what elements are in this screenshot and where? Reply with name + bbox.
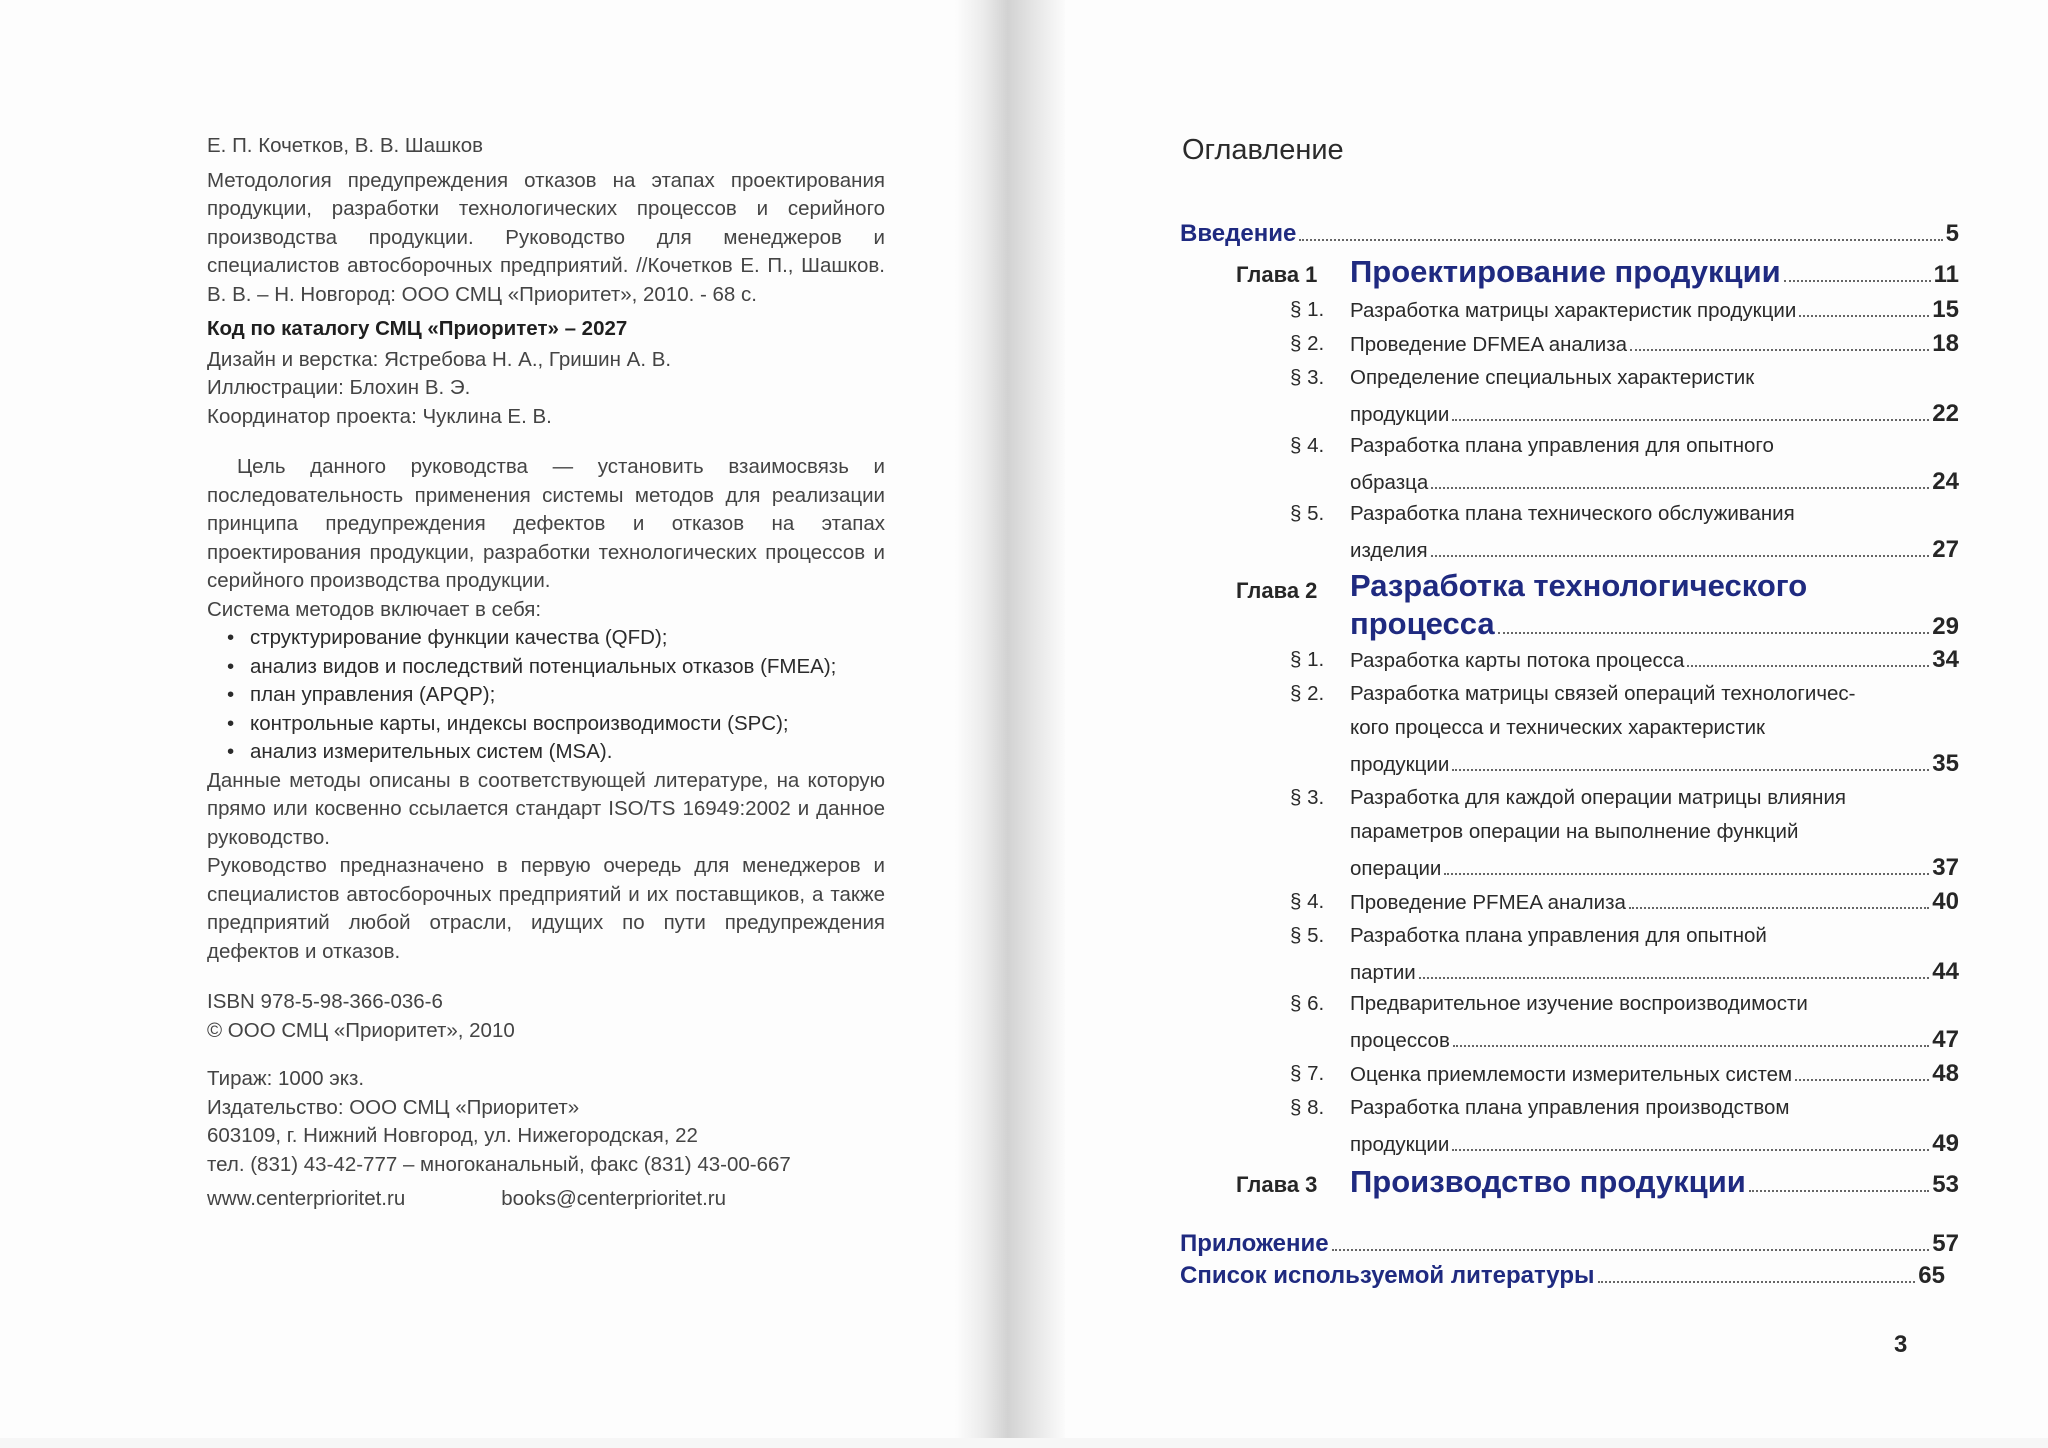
toc-ch1-s2[interactable] bbox=[1350, 330, 1959, 358]
dot-leader bbox=[1598, 1281, 1916, 1283]
section-title-continued: продукции bbox=[1350, 1133, 1450, 1156]
toc-page-number: 24 bbox=[1932, 468, 1959, 495]
list-item: • структурирование функции качества (QFD); bbox=[207, 624, 885, 653]
section-title: Разработка матрицы характеристик продукции bbox=[1350, 299, 1797, 322]
page-bottom-edge bbox=[0, 1438, 2048, 1448]
book-gutter bbox=[955, 0, 1065, 1448]
methods-list bbox=[207, 624, 885, 767]
dot-leader bbox=[1498, 632, 1930, 634]
toc-page-number: 37 bbox=[1932, 854, 1959, 881]
chapter-2-title: Разработка технологического bbox=[1350, 568, 1808, 603]
audience-paragraph: Руководство предназначено в первую очередь для менеджеров и специалистов автосборочных предприятий и их поставщиков, а также предприятий любой отрасли, идущих по пути предупреждения дефектов и отказов. bbox=[207, 854, 885, 963]
toc-references-label: Список используемой литературы bbox=[1180, 1262, 1595, 1289]
dot-leader bbox=[1419, 977, 1930, 979]
toc-references[interactable] bbox=[1180, 1262, 1945, 1290]
toc-page-number: 5 bbox=[1945, 220, 1959, 247]
toc-page-number: 27 bbox=[1932, 536, 1959, 563]
list-item: • контрольные карты, индексы воспроизводимости (SPC); bbox=[207, 710, 885, 739]
section-title: Разработка плана управления для опытной bbox=[1350, 924, 1767, 947]
section-title: Предварительное изучение воспроизводимости bbox=[1350, 992, 1808, 1015]
section-title-continued: образца bbox=[1350, 471, 1429, 494]
section-title-continued: партии bbox=[1350, 961, 1416, 984]
toc-page-number: 35 bbox=[1932, 750, 1959, 777]
toc-page-number: 65 bbox=[1918, 1262, 1945, 1289]
section-title: Определение специальных характеристик bbox=[1350, 366, 1755, 389]
section-title: Разработка карты потока процесса bbox=[1350, 649, 1685, 672]
dot-leader bbox=[1444, 873, 1929, 875]
list-item: • анализ измерительных систем (MSA). bbox=[207, 738, 885, 767]
section-title: Разработка плана управления производством bbox=[1350, 1096, 1790, 1119]
toc-ch2-s1[interactable] bbox=[1350, 646, 1959, 674]
section-number: § 1. bbox=[1290, 648, 1325, 671]
toc-chapter-1[interactable] bbox=[1350, 254, 1959, 290]
toc-ch2-s8[interactable] bbox=[1350, 1130, 1959, 1158]
list-item: • анализ видов и последствий потенциальных отказов (FMEA); bbox=[207, 653, 885, 682]
section-title-continued: кого процесса и технических характеристик bbox=[1350, 716, 1766, 739]
section-number: § 7. bbox=[1290, 1062, 1325, 1085]
page-number: 3 bbox=[1894, 1331, 1908, 1358]
toc-page-number: 53 bbox=[1932, 1171, 1959, 1198]
toc-ch1-s3[interactable] bbox=[1350, 400, 1959, 428]
dot-leader bbox=[1749, 1190, 1929, 1192]
email-link[interactable]: books@centerprioritet.ru bbox=[501, 1187, 727, 1210]
toc-chapter-2[interactable] bbox=[1350, 606, 1959, 642]
list-item: • план управления (APQP); bbox=[207, 681, 885, 710]
dot-leader bbox=[1799, 315, 1929, 317]
chapter-1-title: Проектирование продукции bbox=[1350, 254, 1781, 289]
toc-page-number: 34 bbox=[1932, 646, 1959, 673]
chapter-3-title: Производство продукции bbox=[1350, 1164, 1746, 1199]
copyright: © ООО СМЦ «Приоритет», 2010 bbox=[207, 1018, 515, 1042]
toc-page-number: 47 bbox=[1932, 1026, 1959, 1053]
goal-paragraph: Цель данного руководства — установить взаимосвязь и последовательность применения системы методов для реализации принципа предупреждения дефектов и отказов на этапах проектирования продукции, разработки технологических процессов и серийного производства продукции. bbox=[207, 455, 885, 592]
toc-page-number: 15 bbox=[1932, 296, 1959, 323]
dot-leader bbox=[1431, 555, 1930, 557]
contacts bbox=[207, 1185, 885, 1214]
dot-leader bbox=[1629, 907, 1929, 909]
toc-ch2-s2[interactable] bbox=[1350, 750, 1959, 778]
section-title: Разработка матрицы связей операций технологичес- bbox=[1350, 682, 1856, 705]
section-title-continued: параметров операции на выполнение функций bbox=[1350, 820, 1799, 843]
literature-paragraph: Данные методы описаны в соответствующей литературе, на которую прямо или косвенно ссылается стандарт ISO/TS 16949:2002 и данное руководство. bbox=[207, 768, 885, 849]
section-title: Разработка плана управления для опытного bbox=[1350, 434, 1774, 457]
isbn: ISBN 978-5-98-366-036-6 bbox=[207, 990, 443, 1013]
section-number: § 3. bbox=[1290, 366, 1325, 389]
toc-ch2-s6[interactable] bbox=[1350, 1026, 1959, 1054]
toc-chapter-3[interactable] bbox=[1350, 1164, 1959, 1200]
methods-intro: Система методов включает в себя: bbox=[207, 597, 542, 621]
illustrations-credit: Иллюстрации: Блохин В. Э. bbox=[207, 376, 471, 399]
dot-leader bbox=[1687, 665, 1929, 667]
website-link[interactable]: www.centerprioritet.ru bbox=[207, 1187, 406, 1210]
circulation: Тираж: 1000 экз. bbox=[207, 1067, 365, 1090]
design-credit: Дизайн и верстка: Ястребова Н. А., Гришин А. В. bbox=[207, 347, 672, 371]
section-number: § 3. bbox=[1290, 786, 1325, 809]
section-number: § 6. bbox=[1290, 992, 1325, 1015]
toc-title: Оглавление bbox=[1182, 134, 1344, 166]
section-number: § 8. bbox=[1290, 1096, 1325, 1119]
section-number: § 5. bbox=[1290, 924, 1325, 947]
dot-leader bbox=[1299, 239, 1942, 241]
section-title: Разработка плана технического обслуживания bbox=[1350, 502, 1795, 525]
section-title-continued: продукции bbox=[1350, 753, 1450, 776]
chapter-3-label: Глава 3 bbox=[1236, 1172, 1318, 1197]
section-title-continued: процессов bbox=[1350, 1029, 1450, 1052]
toc-ch1-s4[interactable] bbox=[1350, 468, 1959, 496]
chapter-1-label: Глава 1 bbox=[1236, 262, 1318, 287]
toc-page-number: 18 bbox=[1932, 330, 1959, 357]
toc-page-number: 22 bbox=[1932, 400, 1959, 427]
section-title: Разработка для каждой операции матрицы влияния bbox=[1350, 786, 1847, 809]
left-page bbox=[207, 132, 885, 1214]
publisher: Издательство: ООО СМЦ «Приоритет» bbox=[207, 1095, 580, 1119]
authors: Е. П. Кочетков, В. В. Шашков bbox=[207, 134, 484, 157]
section-title-continued: продукции bbox=[1350, 403, 1450, 426]
section-number: § 2. bbox=[1290, 682, 1325, 705]
coordinator-credit: Координатор проекта: Чуклина Е. В. bbox=[207, 404, 552, 428]
toc-appendix[interactable] bbox=[1180, 1230, 1959, 1258]
toc-ch2-s5[interactable] bbox=[1350, 958, 1959, 986]
toc-ch1-s5[interactable] bbox=[1350, 536, 1959, 564]
dot-leader bbox=[1332, 1249, 1930, 1251]
toc-appendix-label: Приложение bbox=[1180, 1230, 1329, 1257]
dot-leader bbox=[1452, 419, 1929, 421]
dot-leader bbox=[1431, 487, 1929, 489]
toc-page-number: 44 bbox=[1932, 958, 1959, 985]
toc-page-number: 48 bbox=[1932, 1060, 1959, 1087]
toc-page-number: 40 bbox=[1932, 888, 1959, 915]
section-number: § 4. bbox=[1290, 434, 1325, 457]
section-number: § 2. bbox=[1290, 332, 1325, 355]
chapter-2-title-continued: процесса bbox=[1350, 606, 1495, 641]
toc-page-number: 57 bbox=[1932, 1230, 1959, 1257]
toc-intro-label: Введение bbox=[1180, 220, 1297, 247]
toc-intro[interactable] bbox=[1180, 220, 1959, 248]
dot-leader bbox=[1795, 1079, 1929, 1081]
catalog-code: Код по каталогу СМЦ «Приоритет» – 2027 bbox=[207, 317, 628, 340]
section-title: Проведение PFMEA анализа bbox=[1350, 891, 1626, 914]
dot-leader bbox=[1453, 1045, 1929, 1047]
toc-ch2-s4[interactable] bbox=[1350, 888, 1959, 916]
dot-leader bbox=[1630, 349, 1929, 351]
section-number: § 1. bbox=[1290, 298, 1325, 321]
dot-leader bbox=[1452, 769, 1929, 771]
dot-leader bbox=[1784, 280, 1931, 282]
phone: тел. (831) 43-42-777 – многоканальный, факс (831) 43-00-667 bbox=[207, 1152, 791, 1176]
address: 603109, г. Нижний Новгород, ул. Нижегородская, 22 bbox=[207, 1124, 698, 1147]
section-number: § 5. bbox=[1290, 502, 1325, 525]
toc-ch2-s7[interactable] bbox=[1350, 1060, 1959, 1088]
toc-ch1-s1[interactable] bbox=[1350, 296, 1959, 324]
toc-ch2-s3[interactable] bbox=[1350, 854, 1959, 882]
toc-page-number: 49 bbox=[1932, 1130, 1959, 1157]
dot-leader bbox=[1452, 1149, 1929, 1151]
toc-page-number: 11 bbox=[1933, 261, 1959, 288]
section-title: Проведение DFMEA анализа bbox=[1350, 333, 1628, 356]
section-title-continued: изделия bbox=[1350, 539, 1428, 562]
chapter-2-label: Глава 2 bbox=[1236, 578, 1318, 603]
section-title-continued: операции bbox=[1350, 857, 1442, 880]
book-description: Методология предупреждения отказов на этапах проектирования продукции, разработки технологических процессов и серийного производства продукции. Руководство для менеджеров и специалистов автосборочных предприятий. //Кочетков Е. П., Шашков. В. В. – Н. Новгород: ООО СМЦ «Приоритет», 2010. - 68 с. bbox=[207, 168, 885, 306]
section-number: § 4. bbox=[1290, 890, 1325, 913]
section-title: Оценка приемлемости измерительных систем bbox=[1350, 1063, 1793, 1086]
toc-page-number: 29 bbox=[1932, 613, 1959, 640]
